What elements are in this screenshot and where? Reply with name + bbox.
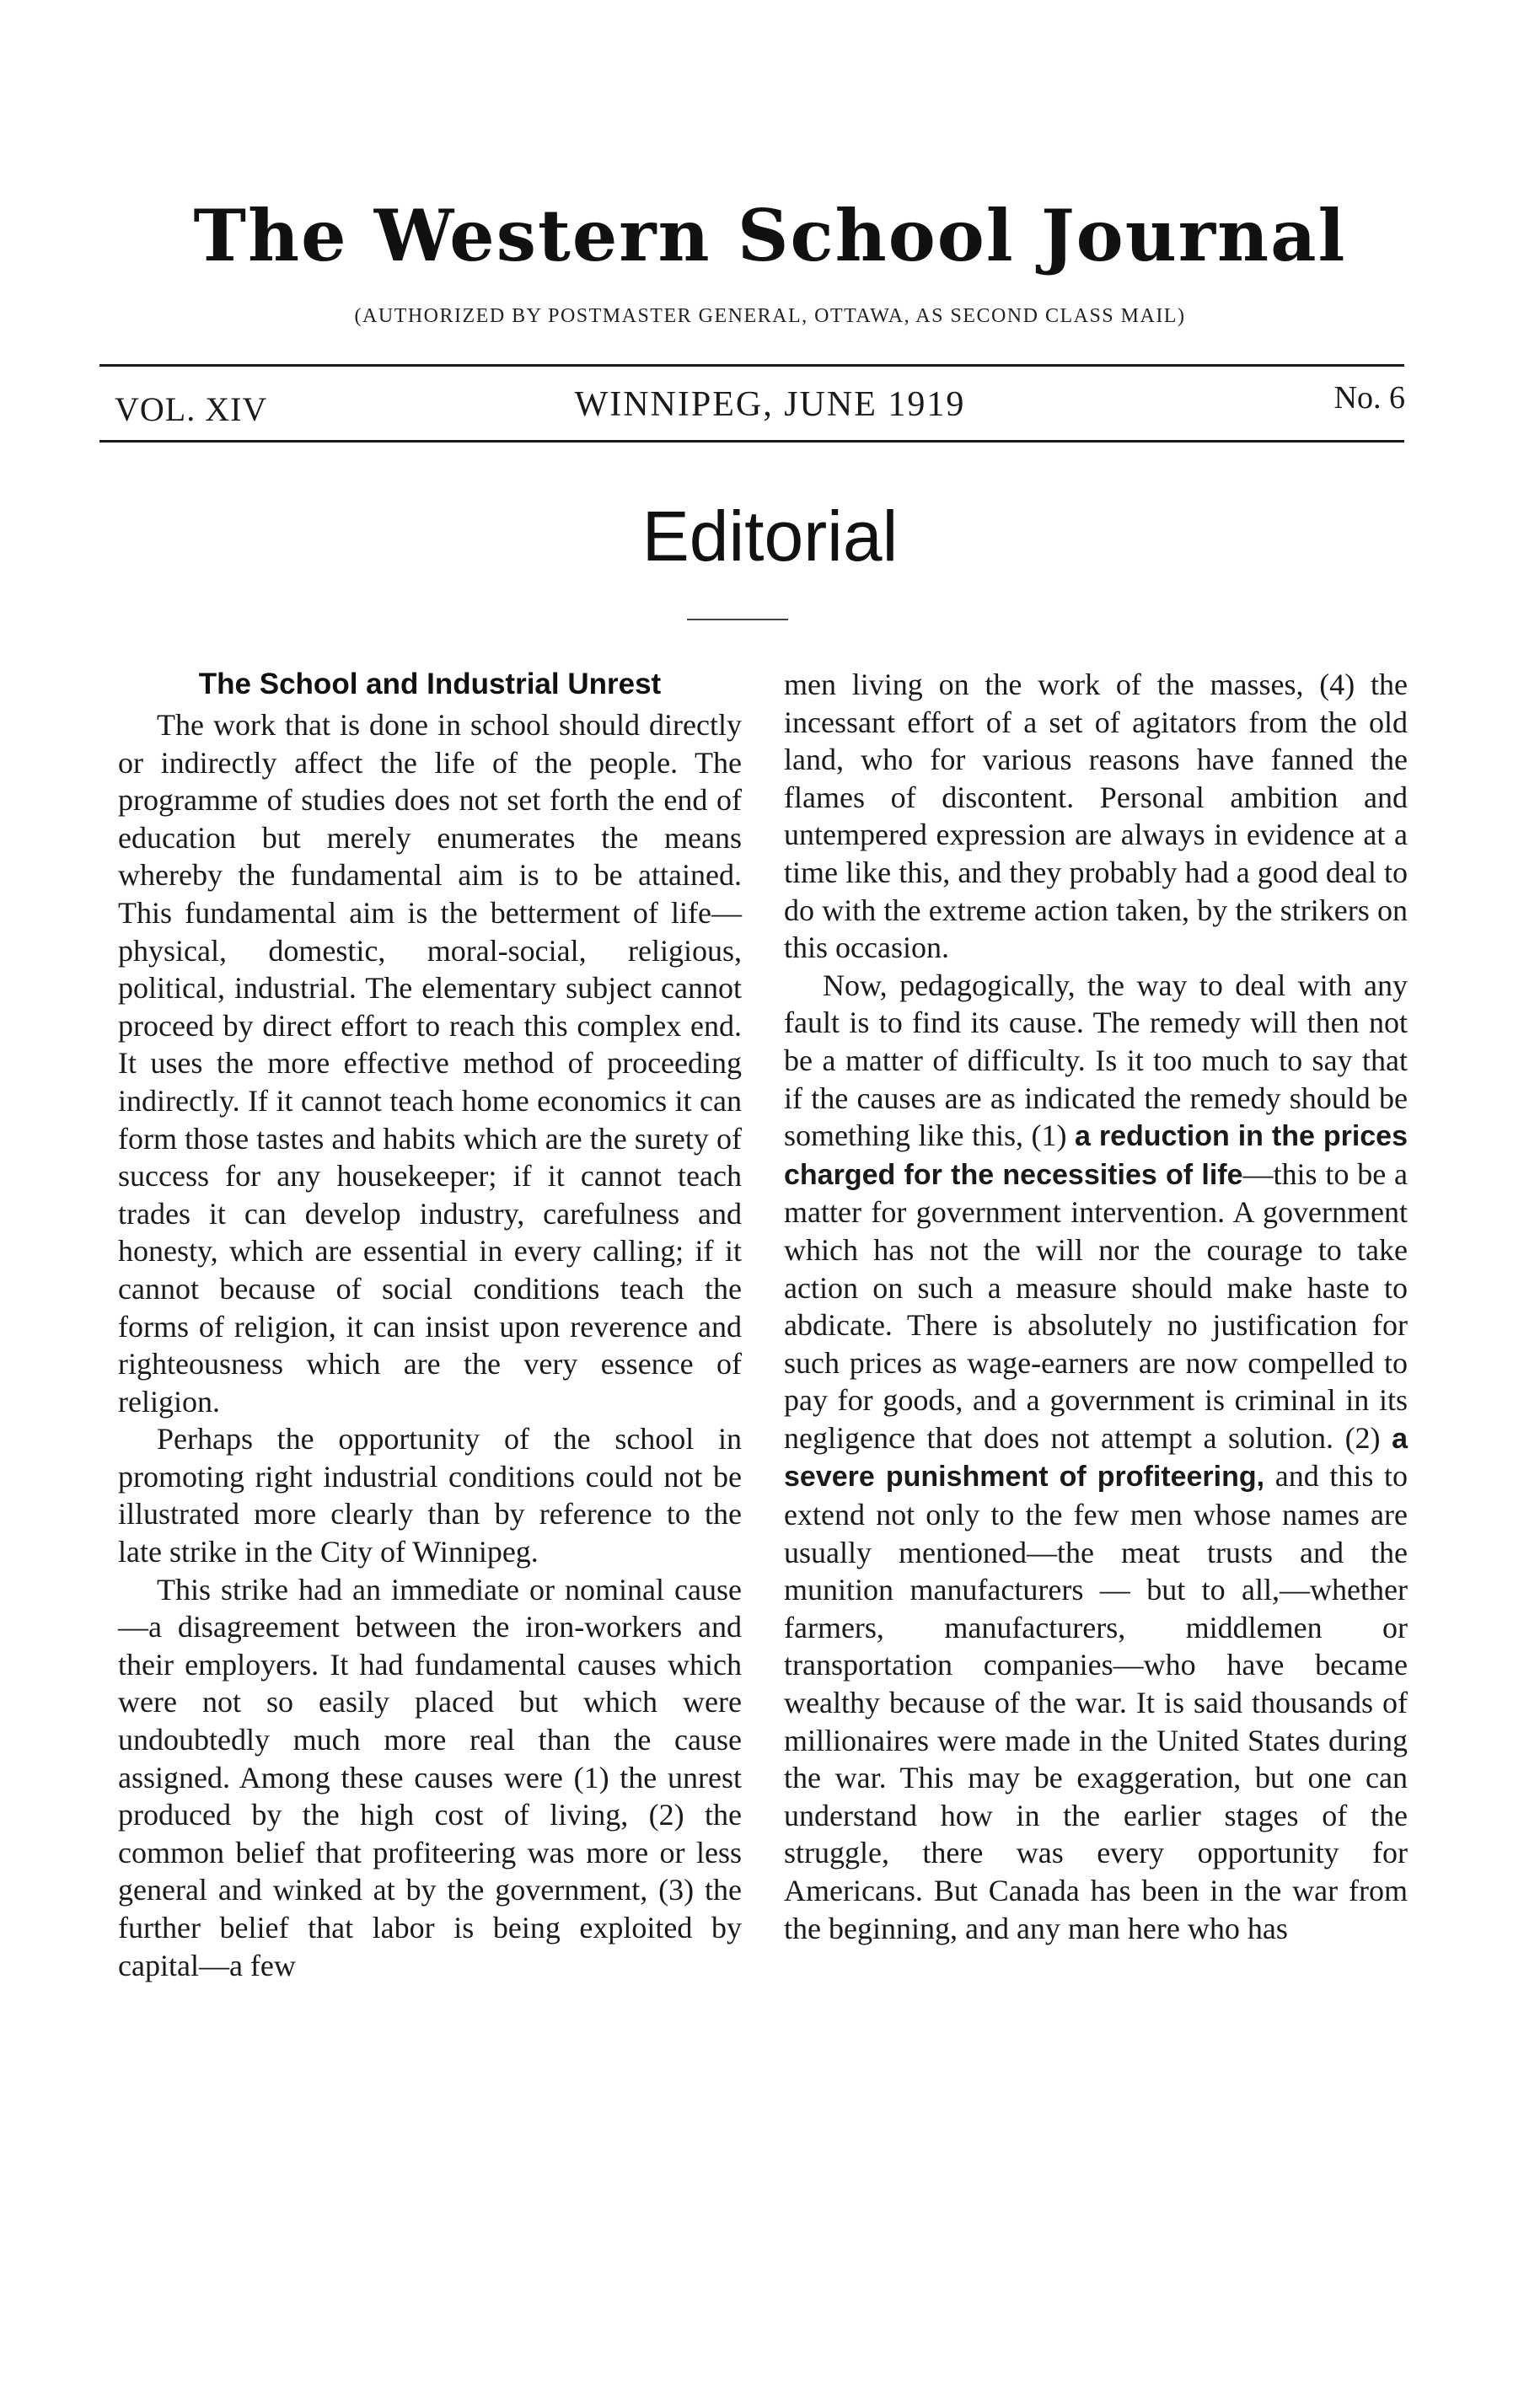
emphasis-remedy-2: a severe punishment of profiteering, (784, 1422, 1408, 1494)
emphasis-remedy-1: a reduction in the prices charged for the necessities of life (784, 1120, 1408, 1191)
text-run: Now, pedagogically, the way to deal with any fault is to find its cause. The remedy will then not be a matter of difficulty. Is it too much to say that if the causes are as indicated the remedy should be something like this, (1) (784, 968, 1408, 1153)
paragraph-continuation: men living on the work of the masses, (4) the incessant effort of a set of agitators from the old land, who for various reasons have fanned the flames of discontent. Personal ambition and untempered expression are always in evidence at a time like this, and they probably had a good deal to do with the extreme action taken, by the strikers on this occasion. (784, 668, 1408, 965)
journal-title: The Western School Journal (193, 194, 1347, 277)
title-divider (687, 619, 788, 620)
text-run: —this to be a matter for government intervention. A government which has not the will nor the courage to take action on such a measure should make haste to abdicate. There is absolutely no justification for such prices as wage-earners are now compelled to pay for goods, and a government is criminal in its negligence that does not attempt a solution. (2) (784, 1156, 1408, 1455)
paragraph: Perhaps the opportunity of the school in promoting right industrial conditions could not be illustrated more clearly than by reference to the late strike in the City of Winnipeg. (118, 1422, 742, 1569)
masthead-rule-top (99, 364, 1404, 367)
dateline: WINNIPEG, JUNE 1919 (574, 385, 966, 424)
left-column (118, 666, 742, 1984)
masthead-rule-bottom (99, 440, 1404, 443)
volume-label: VOL. XIV (115, 390, 268, 428)
mailing-authorization: (AUTHORIZED BY POSTMASTER GENERAL, OTTAWA, AS SECOND CLASS MAIL) (354, 305, 1186, 327)
paragraph: This strike had an immediate or nominal cause—a disagreement between the iron-workers and their employers. It had fundamental causes which were not so easily placed but which were undoubtedly much more real than the cause assigned. Among these causes were (1) the unrest produced by the high cost of living, (2) the common belief that profiteering was more or less general and winked at by the government, (3) the further belief that labor is being exploited by capital—a few (118, 1572, 742, 1982)
article-heading: The School and Industrial Unrest (198, 668, 662, 700)
paragraph (784, 967, 1408, 1947)
section-title: Editorial (641, 496, 899, 576)
paragraph: The work that is done in school should directly or indirectly affect the life of the people. The programme of studies does not set forth the end of education but merely enumerates the means whereby the fundamental aim is to be attained. This fundamental aim is the betterment of life—physical, domestic, moral-social, religious, political, industrial. The elementary subject cannot proceed by direct effort to reach this complex end. It uses the more effective method of proceeding indirectly. If it cannot teach home economics it can form those tastes and habits which are the surety of success for any housekeeper; if it cannot teach trades it can develop industry, carefulness and honesty, which are essential in every calling; if it cannot because of social conditions teach the forms of religion, it can insist upon reverence and righteousness which are the very essence of religion. (118, 708, 742, 1419)
right-column (784, 666, 1408, 1947)
text-run: and this to extend not only to the few men whose names are usually mentioned—the meat trusts and the munition manufacturers — but to all,—whether farmers, manufacturers, middlemen or transportation companies—who have became wealthy because of the war. It is said thousands of millionaires were made in the United States during the war. This may be exaggeration, but one can understand how in the earlier stages of the struggle, there was every opportunity for Americans. But Canada has been in the war from the beginning, and any man here who has (784, 1459, 1408, 1945)
issue-number: No. 6 (1333, 380, 1405, 416)
